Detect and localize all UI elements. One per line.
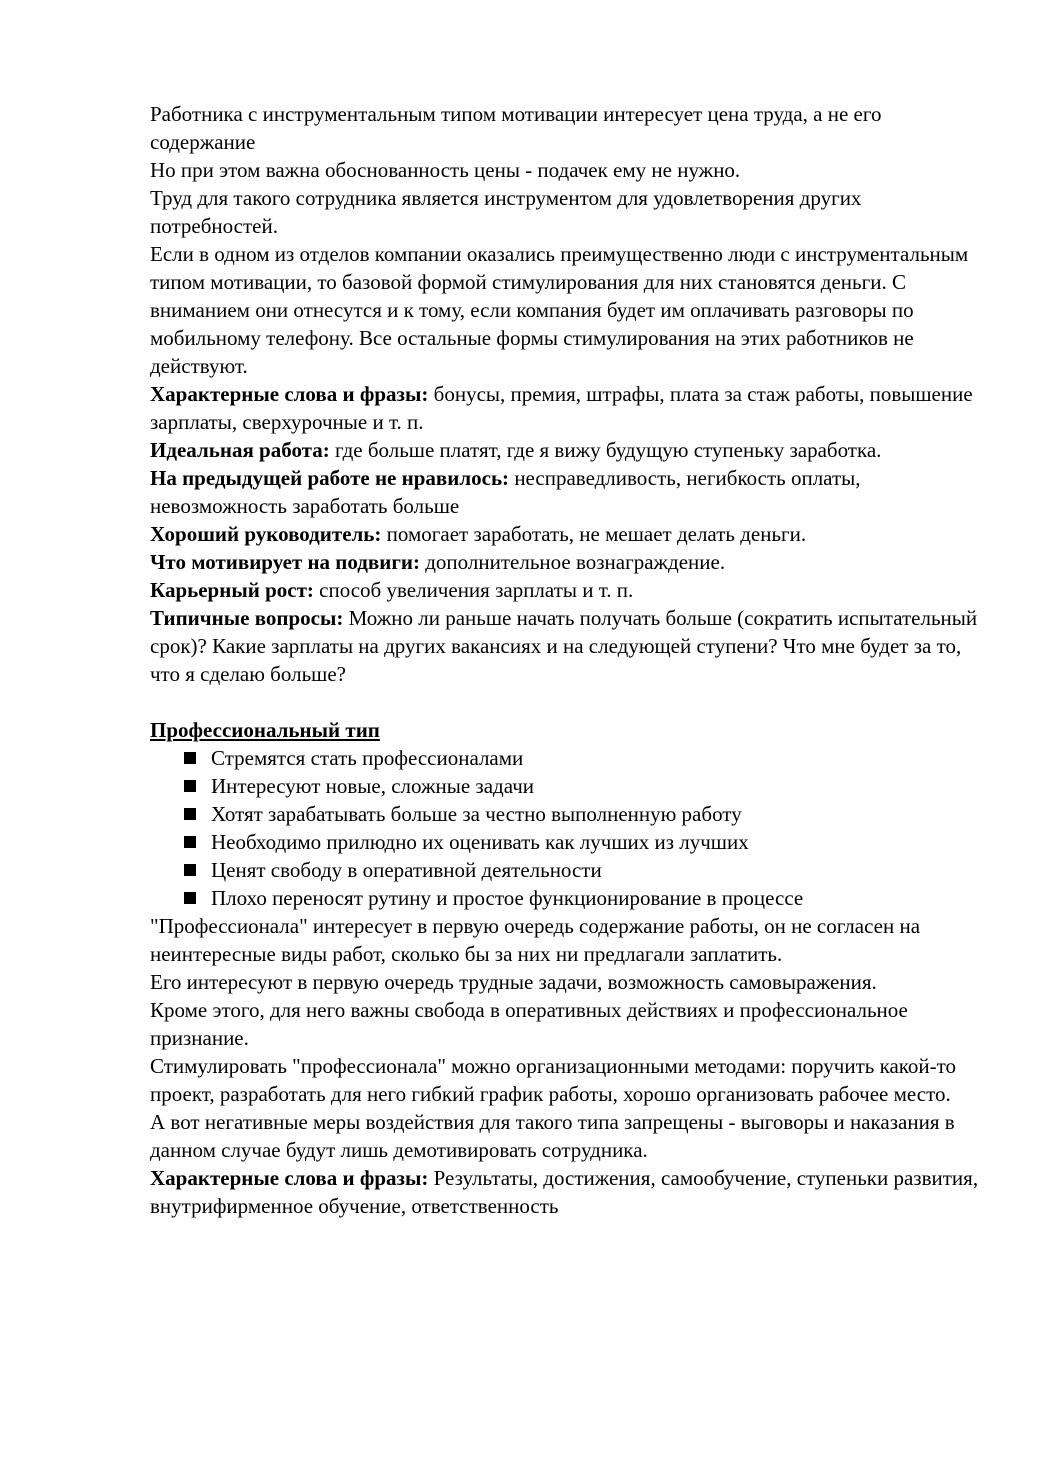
list-item-text: Хотят зарабатывать больше за честно выполненную работу bbox=[211, 802, 742, 826]
square-bullet-icon bbox=[184, 892, 196, 904]
professional-paragraph-3: Кроме этого, для него важны свобода в оперативных действиях и профессиональное признание. bbox=[150, 998, 908, 1050]
square-bullet-icon bbox=[184, 780, 196, 792]
field-characteristic-words bbox=[150, 380, 980, 436]
intro-paragraph-1: Работника с инструментальным типом мотивации интересует цена труда, а не его содержание bbox=[150, 102, 882, 154]
professional-paragraph-2: Его интересуют в первую очередь трудные задачи, возможность самовыражения. bbox=[150, 970, 877, 994]
professional-paragraph-5: А вот негативные меры воздействия для такого типа запрещены - выговоры и наказания в данном случае будут лишь демотивировать сотрудника. bbox=[150, 1110, 955, 1162]
professional-paragraph-4: Стимулировать "профессионала" можно организационными методами: поручить какой-то проект, разработать для него гибкий график работы, хорошо организовать рабочее место. bbox=[150, 1054, 957, 1106]
field-text: несправедливость, негибкость оплаты, невозможность заработать больше bbox=[150, 466, 861, 518]
document-page bbox=[150, 100, 980, 1220]
intro-paragraph-4: Если в одном из отделов компании оказались преимущественно люди с инструментальным типом мотивации, то базовой формой стимулирования для них становятся деньги. С вниманием они отнесутся и к тому, если компания будет им оплачивать разговоры по мобильному телефону. Все остальные формы стимулирования на этих работников не действуют. bbox=[150, 242, 969, 378]
list-item-text: Интересуют новые, сложные задачи bbox=[211, 774, 534, 798]
professional-paragraph-1: "Профессионала" интересует в первую очередь содержание работы, он не согласен на неинтересные виды работ, сколько бы за них ни предлагали заплатить. bbox=[150, 914, 921, 966]
list-item-text: Плохо переносят рутину и простое функционирование в процессе bbox=[211, 886, 804, 910]
field-text: дополнительное вознаграждение. bbox=[420, 550, 726, 574]
intro-paragraph-2: Но при этом важна обоснованность цены - подачек ему не нужно. bbox=[150, 158, 741, 182]
list-item-text: Ценят свободу в оперативной деятельности bbox=[211, 858, 602, 882]
list-item bbox=[184, 800, 980, 828]
field-label: Идеальная работа: bbox=[150, 438, 330, 462]
field-professional-characteristic-words bbox=[150, 1164, 980, 1220]
list-item bbox=[184, 772, 980, 800]
section-heading-professional: Профессиональный тип bbox=[150, 718, 380, 742]
list-item bbox=[184, 828, 980, 856]
field-previous-job-dislikes bbox=[150, 464, 980, 520]
field-ideal-job bbox=[150, 436, 980, 464]
field-text: Можно ли раньше начать получать больше (сократить испытательный срок)? Какие зарплаты на других вакансиях и на следующей ступени? Что мне будет за то, что я сделаю больше? bbox=[150, 606, 978, 686]
square-bullet-icon bbox=[184, 808, 196, 820]
field-text: помогает заработать, не мешает делать деньги. bbox=[381, 522, 807, 546]
field-text: бонусы, премия, штрафы, плата за стаж работы, повышение зарплаты, сверхурочные и т. п. bbox=[150, 382, 973, 434]
blank-line bbox=[150, 688, 980, 716]
square-bullet-icon bbox=[184, 752, 196, 764]
square-bullet-icon bbox=[184, 836, 196, 848]
list-item bbox=[184, 856, 980, 884]
field-text: способ увеличения зарплаты и т. п. bbox=[313, 578, 634, 602]
professional-bullet-list bbox=[150, 744, 980, 912]
field-motivation bbox=[150, 548, 980, 576]
intro-paragraph-3: Труд для такого сотрудника является инструментом для удовлетворения других потребностей. bbox=[150, 186, 862, 238]
field-text: Результаты, достижения, самообучение, ступеньки развития, внутрифирменное обучение, ответственность bbox=[150, 1166, 979, 1218]
field-label: Хороший руководитель: bbox=[150, 522, 382, 546]
list-item-text: Необходимо прилюдно их оценивать как лучших из лучших bbox=[211, 830, 749, 854]
field-career-growth bbox=[150, 576, 980, 604]
list-item bbox=[184, 744, 980, 772]
field-label: Карьерный рост: bbox=[150, 578, 314, 602]
list-item-text: Стремятся стать профессионалами bbox=[211, 746, 524, 770]
field-text: где больше платят, где я вижу будущую ступеньку заработка. bbox=[329, 438, 882, 462]
field-good-manager bbox=[150, 520, 980, 548]
square-bullet-icon bbox=[184, 864, 196, 876]
field-label: На предыдущей работе не нравилось: bbox=[150, 466, 510, 490]
field-label: Что мотивирует на подвиги: bbox=[150, 550, 420, 574]
field-label: Характерные слова и фразы: bbox=[150, 382, 429, 406]
list-item bbox=[184, 884, 980, 912]
field-label: Характерные слова и фразы: bbox=[150, 1166, 429, 1190]
field-typical-questions bbox=[150, 604, 980, 688]
field-label: Типичные вопросы: bbox=[150, 606, 344, 630]
